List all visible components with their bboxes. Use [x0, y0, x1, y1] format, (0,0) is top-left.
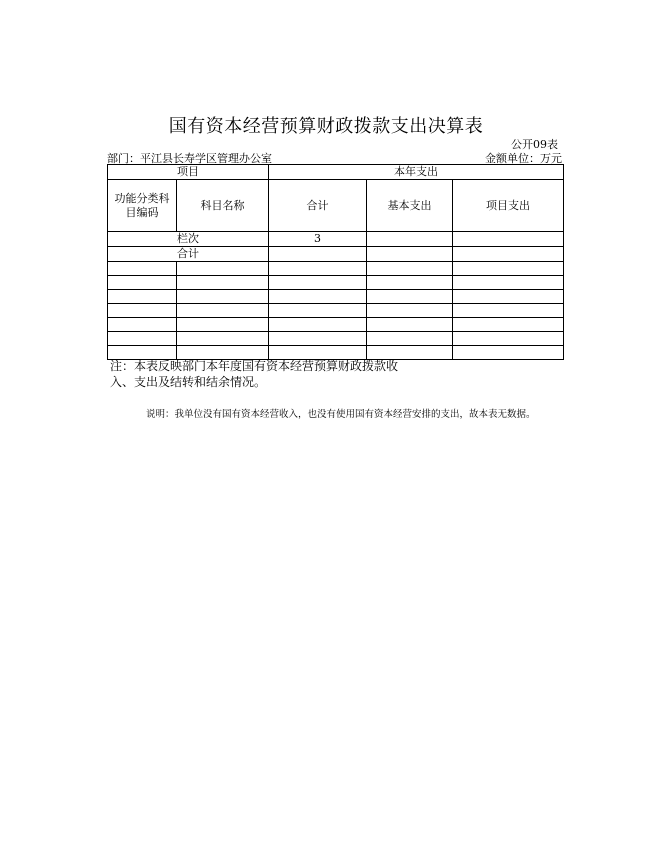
table-cell [108, 304, 177, 318]
table-cell [453, 247, 564, 262]
table-cell [177, 276, 269, 290]
table-cell [108, 332, 177, 346]
table-cell [367, 276, 453, 290]
table-cell [367, 290, 453, 304]
table-cell [108, 262, 177, 276]
table-cell [453, 276, 564, 290]
table-cell [367, 318, 453, 332]
table-cell [269, 262, 367, 276]
table-row [108, 247, 564, 262]
table-cell [269, 276, 367, 290]
table-row [108, 262, 564, 276]
table-cell [453, 318, 564, 332]
table-row [108, 318, 564, 332]
header-total: 合计 [269, 180, 367, 232]
form-code: 公开09表 [511, 138, 558, 151]
table-cell [453, 332, 564, 346]
table-cell [453, 346, 564, 360]
department-label: 部门：平江县长寿学区管理办公室 [107, 152, 272, 165]
table-cell [453, 304, 564, 318]
table-cell [453, 262, 564, 276]
table-row [108, 232, 564, 247]
table-cell [269, 332, 367, 346]
table-cell [108, 276, 177, 290]
table-cell [269, 304, 367, 318]
table-cell [453, 290, 564, 304]
table-cell [177, 290, 269, 304]
header-name: 科目名称 [177, 180, 269, 232]
table-cell [367, 332, 453, 346]
unit-label: 金额单位：万元 [485, 152, 562, 165]
row-index-value: 3 [269, 232, 367, 247]
table-row [108, 276, 564, 290]
table-header-row [108, 165, 564, 180]
report-title: 国有资本经营预算财政拨款支出决算表 [168, 116, 484, 137]
header-project: 项目支出 [453, 180, 564, 232]
table-cell [108, 318, 177, 332]
header-basic: 基本支出 [367, 180, 453, 232]
explanation: 说明：我单位没有国有资本经营收入，也没有使用国有资本经营安排的支出，故本表无数据。 [146, 409, 536, 420]
row-index-label: 栏次 [108, 232, 269, 247]
table-cell [453, 232, 564, 247]
table-cell [108, 290, 177, 304]
header-item: 项目 [108, 165, 269, 180]
header-current-year: 本年支出 [269, 165, 564, 180]
table-subheader-row [108, 180, 564, 232]
header-code: 功能分类科目编码 [108, 180, 177, 232]
table-cell [367, 247, 453, 262]
table-cell [367, 304, 453, 318]
table-row [108, 304, 564, 318]
table-row [108, 290, 564, 304]
row-total-label: 合计 [108, 247, 269, 262]
table-cell [269, 247, 367, 262]
table-cell [177, 262, 269, 276]
report-table [107, 164, 564, 360]
table-row [108, 332, 564, 346]
table-cell [367, 232, 453, 247]
table-cell [177, 318, 269, 332]
table-cell [269, 318, 367, 332]
table-cell [177, 332, 269, 346]
table-note: 注：本表反映部门本年度国有资本经营预算财政拨款收入、支出及结转和结余情况。 [110, 359, 399, 389]
table-cell [177, 304, 269, 318]
table-cell [269, 290, 367, 304]
table-cell [367, 262, 453, 276]
